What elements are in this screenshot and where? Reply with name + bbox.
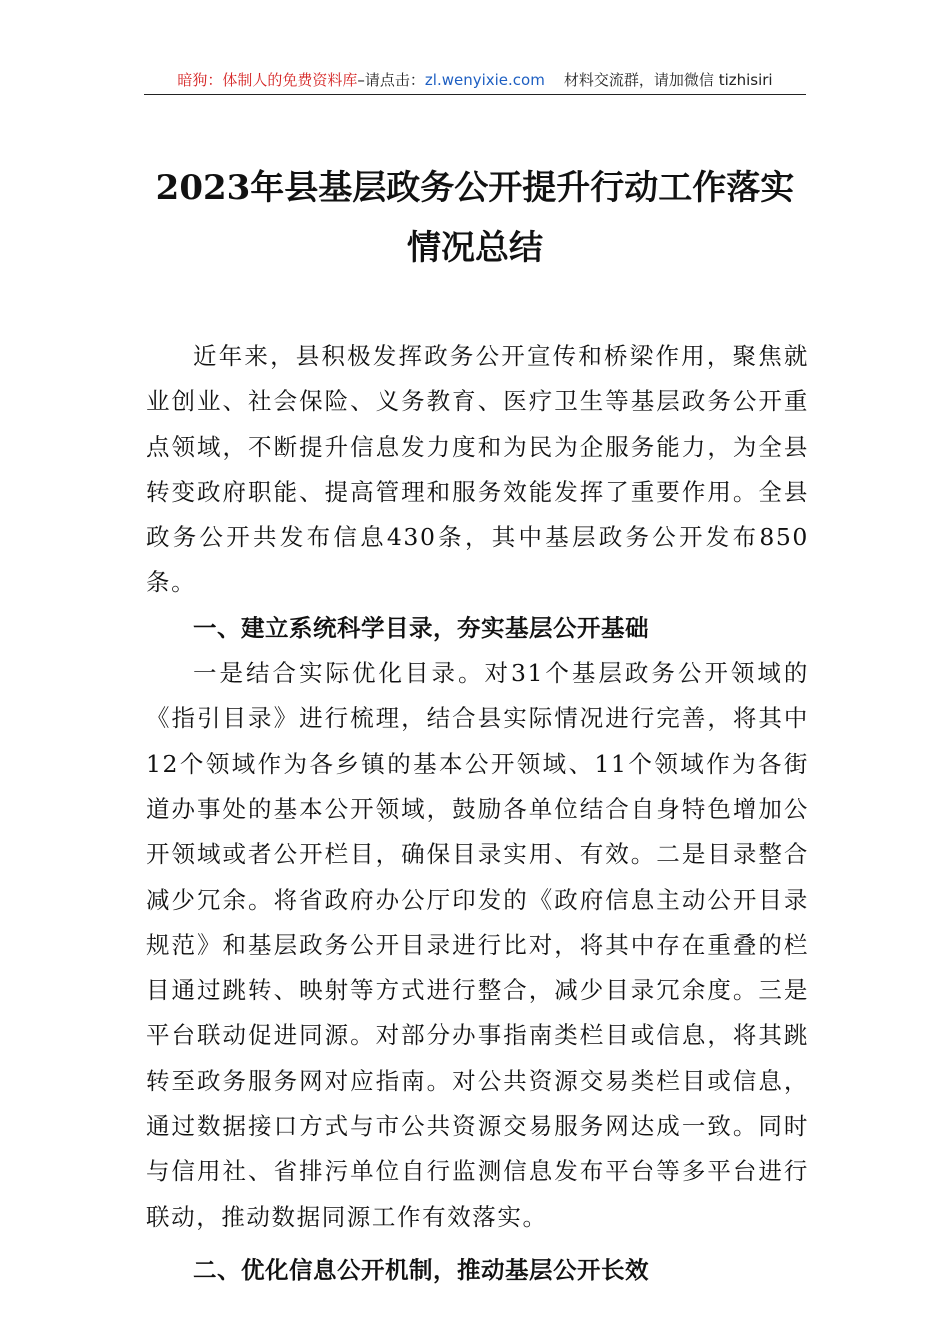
header-site-name: 暗狗：体制人的免费资料库	[177, 71, 358, 89]
document-title	[100, 158, 850, 278]
intro-paragraph: 近年来，县积极发挥政务公开宣传和桥梁作用，聚焦就业创业、社会保险、义务教育、医疗卫生等基层政务公开重点领域，不断提升信息发力度和为民为企服务能力，为全县转变政府职能、提高管理和服务效能发挥了重要作用。全县政务公开共发布信息430条，其中基层政务公开发布850条。	[146, 342, 809, 597]
header-prompt: –请点击：	[357, 71, 425, 89]
header-contact: 材料交流群，请加微信 tizhisiri	[563, 71, 773, 89]
page-header	[144, 66, 806, 95]
section-1-heading: 一、建立系统科学目录，夯实基层公开基础	[193, 613, 649, 642]
title-line-1: 2023年县基层政务公开提升行动工作落实	[155, 168, 795, 208]
section-2-heading: 二、优化信息公开机制，推动基层公开长效	[193, 1255, 649, 1284]
section-1-paragraph: 一是结合实际优化目录。对31个基层政务公开领域的《指引目录》进行梳理，结合县实际情况进行完善，将其中12个领域作为各乡镇的基本公开领域、11个领域作为各街道办事处的基本公开领域，鼓励各单位结合自身特色增加公开领域或者公开栏目，确保目录实用、有效。二是目录整合减少冗余。将省政府办公厅印发的《政府信息主动公开目录规范》和基层政务公开目录进行比对，将其中存在重叠的栏目通过跳转、映射等方式进行整合，减少目录冗余度。三是平台联动促进同源。对部分办事指南类栏目或信息，将其跳转至政务服务网对应指南。对公共资源交易类栏目或信息，通过数据接口方式与市公共资源交易服务网达成一致。同时与信用社、省排污单位自行监测信息发布平台等多平台进行联动，推动数据同源工作有效落实。	[146, 659, 809, 1231]
title-line-2: 情况总结	[407, 228, 543, 268]
document-body	[146, 334, 809, 1293]
header-link[interactable]: zl.wenyixie.com	[424, 71, 545, 89]
